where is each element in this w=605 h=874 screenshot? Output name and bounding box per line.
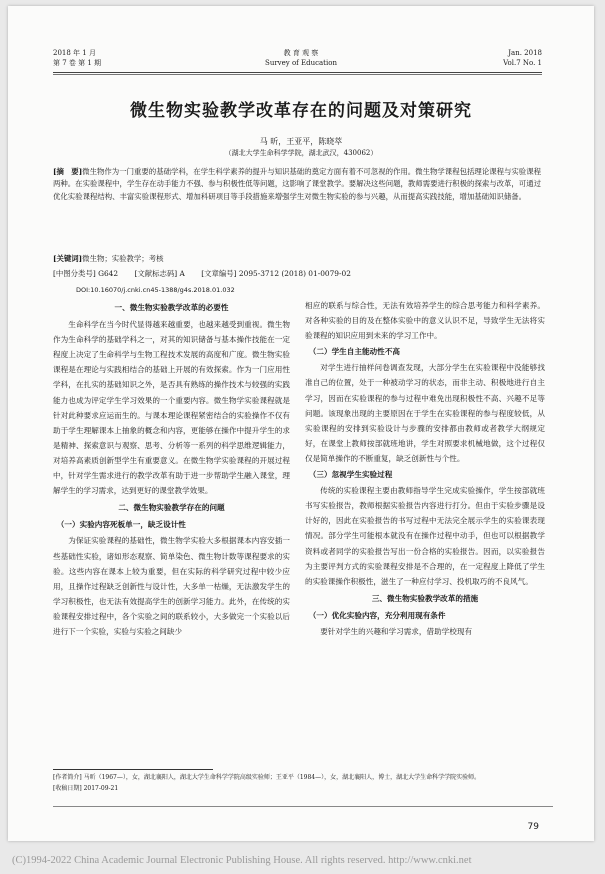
paragraph: 要针对学生的兴趣和学习需求，借助学校现有 (320, 626, 473, 636)
header-volume: 第 7 卷 第 1 期 (53, 59, 102, 67)
section-heading: 一、微生物实验教学改革的必要性 (114, 303, 229, 312)
journal-name-en: Survey of Education (265, 59, 337, 67)
subsection-heading: （二）学生自主能动性不高 (308, 347, 400, 357)
abstract-text: 微生物作为一门重要的基础学科，在学生科学素养的提升与知识基础的奠定方面有着不可忽视的作用。微生物学课程包括理论课程与实验课程两种。在实验课程中，学生存在动手能力不强、参与积极性低等问题，这影响了课堂教学。要解决这些问题，教师需要进行积极的探索与改革，可通过优化实验课程结构、丰富实验课程形式、增加科研项目等手段措施来增强学生对微生物实验的参与兴趣，从而提高实践技能，增加基础知识储备。 (53, 167, 541, 201)
journal-name-cn: 教 育 观 察 (283, 49, 319, 57)
received-date: [收稿日期] 2017-09-21 (53, 785, 119, 792)
article-title: 微生物实验教学改革存在的问题及对策研究 (130, 101, 472, 121)
paragraph: 为保证实验课程的基础性，微生物学实验大多根据课本内容安插一些基础性实验，诸如形态观察、简单染色、微生物计数等课程要求的实验。这些内容在课本上较为重要，但在实际的科学研究过程中较少应用，且操作过程缺乏创新性与设计性，大多单一枯燥，无法激发学生的学习积极性，也无法有效提高学生的创新学习能力。此外，在传统的实验课程安排过程中，各个实验之间的联系较小，大多做完一个实验以后进行下一个实验，实验与实验之间缺少 (53, 536, 290, 636)
subsection-heading: （三）忽视学生实验过程 (308, 470, 393, 480)
footnote-bottom-rule (53, 806, 553, 807)
journal-page (8, 6, 594, 841)
article-affiliation: （湖北大学生命科学学院，湖北武汉，430062） (224, 149, 378, 157)
abstract (53, 166, 541, 203)
footnote-rule (53, 769, 213, 770)
keywords-text: 微生物；实验教学；考核 (82, 254, 164, 263)
header-date-en: Jan. 2018 (508, 49, 542, 57)
article-number: [文章编号] 2095-3712 (2018) 01-0079-02 (201, 269, 351, 278)
footnotes (53, 772, 553, 794)
author-bio: [作者简介] 马昕（1967—），女，湖北襄阳人，湖北大学生命科学学院高级实验师；王亚平（1984—），女，湖北襄阳人，博士，湖北大学生命科学学院实验师。 (53, 774, 481, 781)
paragraph: 对学生进行抽样问卷调查发现，大部分学生在实验课程中没能够找准自己的位置，处于一种被动学习的状态，而非主动、积极地进行自主学习，因而在实验课程的参与过程中难免出现积极性不高、兴趣不足等问题。该现象出现的主要原因在于学生在实验课程的参与程度较低，从实验课程的安排到实验设计与步骤的安排都由教师或者教学大纲规定好，在课堂上教师按部就班地讲，学生对照要求机械地做，这个过程仅仅是简单操作的不断重复，缺乏创新性与个性。 (305, 363, 545, 463)
subsection-heading: （一）优化实验内容，充分利用现有条件 (308, 610, 446, 620)
section-heading: 二、微生物实验教学存在的问题 (118, 503, 225, 513)
paragraph: 相应的联系与综合性，无法有效培养学生的综合思考能力和科学素养。对各种实验的目的及在整体实验中的意义认识不足，导致学生无法将实验课程的知识应用到未来的学习工作中。 (305, 301, 545, 341)
header-right (503, 48, 542, 68)
right-column (305, 298, 545, 639)
clc-number: [中图分类号] G642 (53, 269, 119, 278)
abstract-label: [摘 要] (53, 167, 83, 176)
article-authors: 马 昕，王亚平，陈晓萃 (259, 137, 343, 146)
paragraph: 传统的实验课程主要由教师指导学生完成实验操作，学生按部就班书写实验报告，教师根据实验报告内容进行打分。但由于实验步骤是设计好的，因此在实验报告的书写过程中无法完全展示学生的实验课表现情况。部分学生可能根本就没有在操作过程中动手，但也可以根据教学资料或者同学的实验报告写出一份合格的实验报告。因而，以实验报告为主要评判方式的实验课程安排是不合理的，在一定程度上降低了学生的实验课操作积极性，滋生了一种应付学习、投机取巧的不良风气。 (305, 486, 545, 586)
doi: DOI:10.16070/j.cnki.cn45-1388/g4s.2018.01.032 (76, 286, 235, 294)
keywords-label: [关键词] (53, 254, 83, 263)
header-date: 2018 年 1 月 (53, 49, 96, 57)
header-rule-thin (53, 74, 542, 75)
header-rule (53, 72, 542, 73)
header-volume-en: Vol.7 No. 1 (503, 59, 542, 67)
page-number: 79 (527, 822, 539, 832)
classification-line (53, 268, 541, 279)
paragraph: 生命科学在当今时代显得越来越重要，也越来越受到重视。微生物作为生命科学的基础学科之一，对其的知识储备与基本操作技能在一定程度上决定了生命科学与生物工程技术发展的高度和广度。微生物实验课程是在理论与实践相结合的基础上开展的有效探索。作为一门应用性学科，在扎实的基础知识之外，是否具有熟练的操作技术与较强的实践能力也成为评定学生学习效果的一个重要内容。微生物学实验课程就是针对此种要求应运而生的。与课本理论课程紧密结合的实验操作不仅有助于学生理解课本上抽象的概念和内容，更能够在操作中提升学生的求是精神、探索意识与观察、思考、分析等一系列的科学思维逻辑能力，对培养高素质创新型学生有重要意义。在微生物学实验课程的开展过程中，针对学生需求进行的教学改革有助于进一步帮助学生融入课堂，理解学生的学习需求，达到更好的课堂教学效果。 (53, 320, 290, 496)
document-code: [文献标志码] A (134, 269, 185, 278)
section-heading: 三、微生物实验教学改革的措施 (371, 593, 479, 603)
subsection-heading: （一）实验内容死板单一，缺乏设计性 (56, 520, 186, 530)
copyright-notice: (C)1994-2022 China Academic Journal Electronic Publishing House. All rights reserved. http://www.cnki.net (12, 855, 472, 866)
keywords (53, 253, 541, 264)
left-column (53, 298, 290, 639)
